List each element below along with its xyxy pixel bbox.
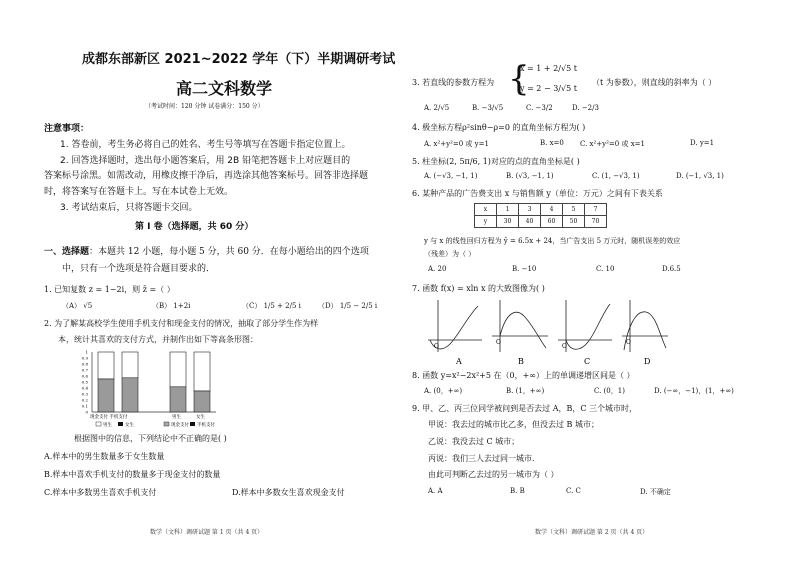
origin-label: O [562, 343, 567, 350]
q2-bar-chart [66, 348, 226, 432]
y-tick-label: 0 [85, 409, 88, 415]
y-tick-label: 0.9 [81, 355, 88, 361]
y-tick-label: 0.8 [81, 361, 88, 367]
y-tick-label: 0.1 [81, 403, 88, 409]
q9-statement: 乙说：我没去过 C 城市； [428, 437, 520, 446]
brace-icon: { [508, 59, 530, 99]
bar-lower [122, 378, 138, 412]
question-6-cont2: （残差）为（ ） [424, 250, 476, 258]
q9-statement: 甲说：我去过的城市比乙多，但没去过 B 城市； [428, 420, 599, 429]
y-tick-label: 1 [85, 349, 88, 355]
table-cell: x [475, 204, 497, 216]
legend-swatch-female [118, 422, 123, 426]
group-label-female: 女生 [196, 415, 205, 420]
question-3-cont: （t 为参数），则直线的斜率为（ ） [592, 78, 717, 87]
q3-option-a: A. 2/√5 [424, 104, 450, 112]
q2-option-c: C.样本中多数男生喜欢手机支付 [44, 488, 157, 497]
part-title: 第 I 卷（选择题，共 60 分） [135, 222, 254, 232]
page-footer-right: 数学（文科）调研试题 第 2 页（共 4 页） [535, 529, 649, 536]
q3-option-c: C. −3/2 [526, 104, 553, 112]
bar-upper [98, 352, 114, 379]
table-cell: y [475, 216, 497, 228]
exam-title: 成都东部新区 2021~2022 学年（下）半期调研考试 [82, 52, 396, 67]
q1-option-a: （A） √5 [62, 302, 93, 310]
table-row [475, 204, 607, 216]
bar-lower [170, 387, 186, 412]
q9-option-d: D. 不确定 [640, 488, 671, 496]
question-1: 1. 已知复数 z = 1−2i，则 z̄ =（ ） [44, 285, 175, 294]
notice-heading: 注意事项： [44, 124, 90, 134]
q6-option-a: A. 20 [428, 265, 447, 273]
q5-option-c: C. (1, −√3, 1) [592, 172, 640, 180]
q9-statement: 由此可判断乙去过的另一城市为（ ） [428, 470, 559, 479]
legend-swatch-male [96, 422, 101, 426]
bar-lower [98, 379, 114, 412]
question-6: 6. 某种产品的广告费支出 x 与销售额 y（单位：万元）之间有下表关系 [412, 189, 663, 198]
q8-option-b: B. (1，+∞) [506, 387, 545, 395]
graph-label-c: C [584, 357, 591, 366]
section-intro: 一、选择题：本题共 12 小题，每小题 5 分，共 60 分．在每小题给出的四个选项 [44, 247, 369, 257]
bar-upper [122, 352, 138, 378]
q4-option-b: B. x=0 [540, 139, 564, 147]
q1-option-c: （C） 1/5 + 2/5 i [242, 302, 301, 310]
table-cell: 50 [563, 216, 585, 228]
question-2: 2. 为了解某高校学生使用手机支付和现金支付的情况，抽取了部分学生作为样 [44, 319, 319, 328]
subject-title: 高二文科数学 [176, 79, 273, 98]
y-tick-label: 0.7 [81, 367, 88, 373]
origin-label: O [626, 339, 631, 346]
q5-option-a: A. (−√3, −1, 1) [424, 172, 478, 180]
question-6-cont: y 与 x 的线性回归方程为 ŷ = 6.5x + 24，当广告支出 5 万元时，随机误差的效应 [424, 237, 681, 245]
origin-label: O [434, 343, 439, 350]
q9-option-c: C. C [566, 487, 581, 495]
q1-option-b: （B） 1+2i [152, 302, 191, 310]
q6-option-b: B. −10 [512, 265, 537, 273]
question-9: 9. 甲、乙、丙三位同学被问到是否去过 A，B，C 三个城市时， [412, 404, 638, 413]
notice-line: 时，将答案写在答题卡上。写在本试卷上无效。 [44, 187, 234, 197]
q7-graphs [420, 296, 670, 368]
q1-option-d: （D） 1/5 − 2/5 i [318, 302, 378, 310]
notice-line: 1. 答卷前，考生务必将自己的姓名、考生号等填写在答题卡指定位置上。 [60, 140, 351, 150]
origin-label: O [496, 339, 501, 346]
q6-table [474, 203, 607, 228]
table-cell: 30 [497, 216, 519, 228]
notice-line: 答案标号涂黑。如需改动，用橡皮擦干净后，再选涂其他答案标号。回答非选择题 [44, 171, 369, 181]
q8-option-c: C. (0，1) [594, 387, 625, 395]
q3-equation-y: y = 2 − 3/√5 t [520, 84, 577, 93]
bar-lower [194, 391, 210, 412]
table-cell: 4 [541, 204, 563, 216]
legend-male: 男生 [103, 423, 112, 428]
q4-option-c: C. x²+y²=0 或 x=1 [580, 140, 645, 148]
section-intro-cont: 中，只有一个选项是符合题目要求的． [62, 264, 216, 274]
q9-statement: 丙说：我们三人去过同一城市． [428, 454, 540, 463]
y-tick-label: 0.2 [81, 397, 88, 403]
table-cell: 40 [519, 216, 541, 228]
q8-option-a: A. (0，+∞) [424, 387, 463, 395]
q5-option-b: B. (√3, −1, 1) [506, 172, 554, 180]
table-row [475, 216, 607, 228]
group-label-male: 男生 [172, 415, 181, 420]
notice-line: 2. 回答选择题时，选出每小题答案后，用 2B 铅笔把答题卡上对应题目的 [60, 156, 351, 166]
legend-female: 女生 [125, 423, 134, 428]
question-5: 5. 柱坐标(2, 5π/6, 1)对应的点的直角坐标是( ) [412, 157, 580, 166]
bar-upper [194, 352, 210, 391]
q5-option-d: D. (−1, √3, 1) [676, 172, 724, 180]
table-cell: 7 [585, 204, 607, 216]
q2-option-b: B.样本中喜欢手机支付的数量多于现金支付的数量 [44, 470, 221, 479]
q2-option-d: D.样本中多数女生喜欢现金支付 [232, 488, 345, 497]
q4-option-d: D. y=1 [690, 139, 715, 147]
exam-info: （考试时间：120 分钟 试卷满分：150 分） [145, 103, 264, 110]
q2-stem: 根据图中的信息，下列结论中不正确的是( ) [74, 434, 227, 443]
table-cell: 1 [497, 204, 519, 216]
question-7: 7. 函数 f(x) = xln x 的大致图像为( ) [412, 284, 545, 293]
question-2-cont: 本，统计其喜欢的支付方式，并制作出如下等高条形图： [58, 335, 258, 344]
graph-label-a: A [456, 357, 462, 366]
notice-line: 3. 考试结束后，只将答题卡交回。 [60, 203, 198, 213]
bar-label: 现金支付 手机支付 [90, 415, 128, 420]
table-cell: 5 [563, 204, 585, 216]
table-cell: 70 [585, 216, 607, 228]
page-footer-left: 数学（文科）调研试题 第 1 页（共 4 页） [150, 529, 264, 536]
legend-phone: 手机支付 [197, 423, 215, 428]
q8-option-d: D. (−∞，−1)，(1，+∞) [654, 387, 734, 395]
y-tick-label: 0.4 [81, 385, 88, 391]
question-4: 4. 极坐标方程ρ²sinθ−ρ=0 的直角坐标方程为( ) [412, 123, 586, 132]
q3-equation-x: x = 1 + 2/√5 t [520, 64, 577, 73]
table-cell: 60 [541, 216, 563, 228]
legend-swatch-phone [190, 422, 195, 426]
graph-label-d: D [644, 357, 651, 366]
y-tick-label: 0.5 [81, 379, 88, 385]
legend-swatch-cash [164, 422, 169, 426]
q3-option-d: D. −2/3 [572, 104, 599, 112]
bar-upper [170, 352, 186, 387]
q2-option-a: A.样本中的男生数量多于女生数量 [44, 452, 165, 461]
graph-label-b: B [518, 357, 524, 366]
legend-cash: 现金支付 [171, 423, 189, 428]
q9-option-a: A. A [428, 487, 443, 495]
table-cell: 3 [519, 204, 541, 216]
y-tick-label: 0.6 [81, 373, 88, 379]
question-3: 3. 若直线的参数方程为 [412, 78, 495, 87]
q6-option-c: C. 10 [596, 265, 615, 273]
q3-option-b: B. −3/√5 [472, 104, 504, 112]
question-8: 8. 函数 y=x²−2x²+5 在（0，+∞）上的单调递增区间是（ ） [412, 371, 635, 380]
y-tick-label: 0.3 [81, 391, 88, 397]
q4-option-a: A. x²+y²=0 或 y=1 [424, 140, 489, 148]
q9-option-b: B. B [510, 487, 525, 495]
q6-option-d: D.6.5 [662, 265, 681, 273]
